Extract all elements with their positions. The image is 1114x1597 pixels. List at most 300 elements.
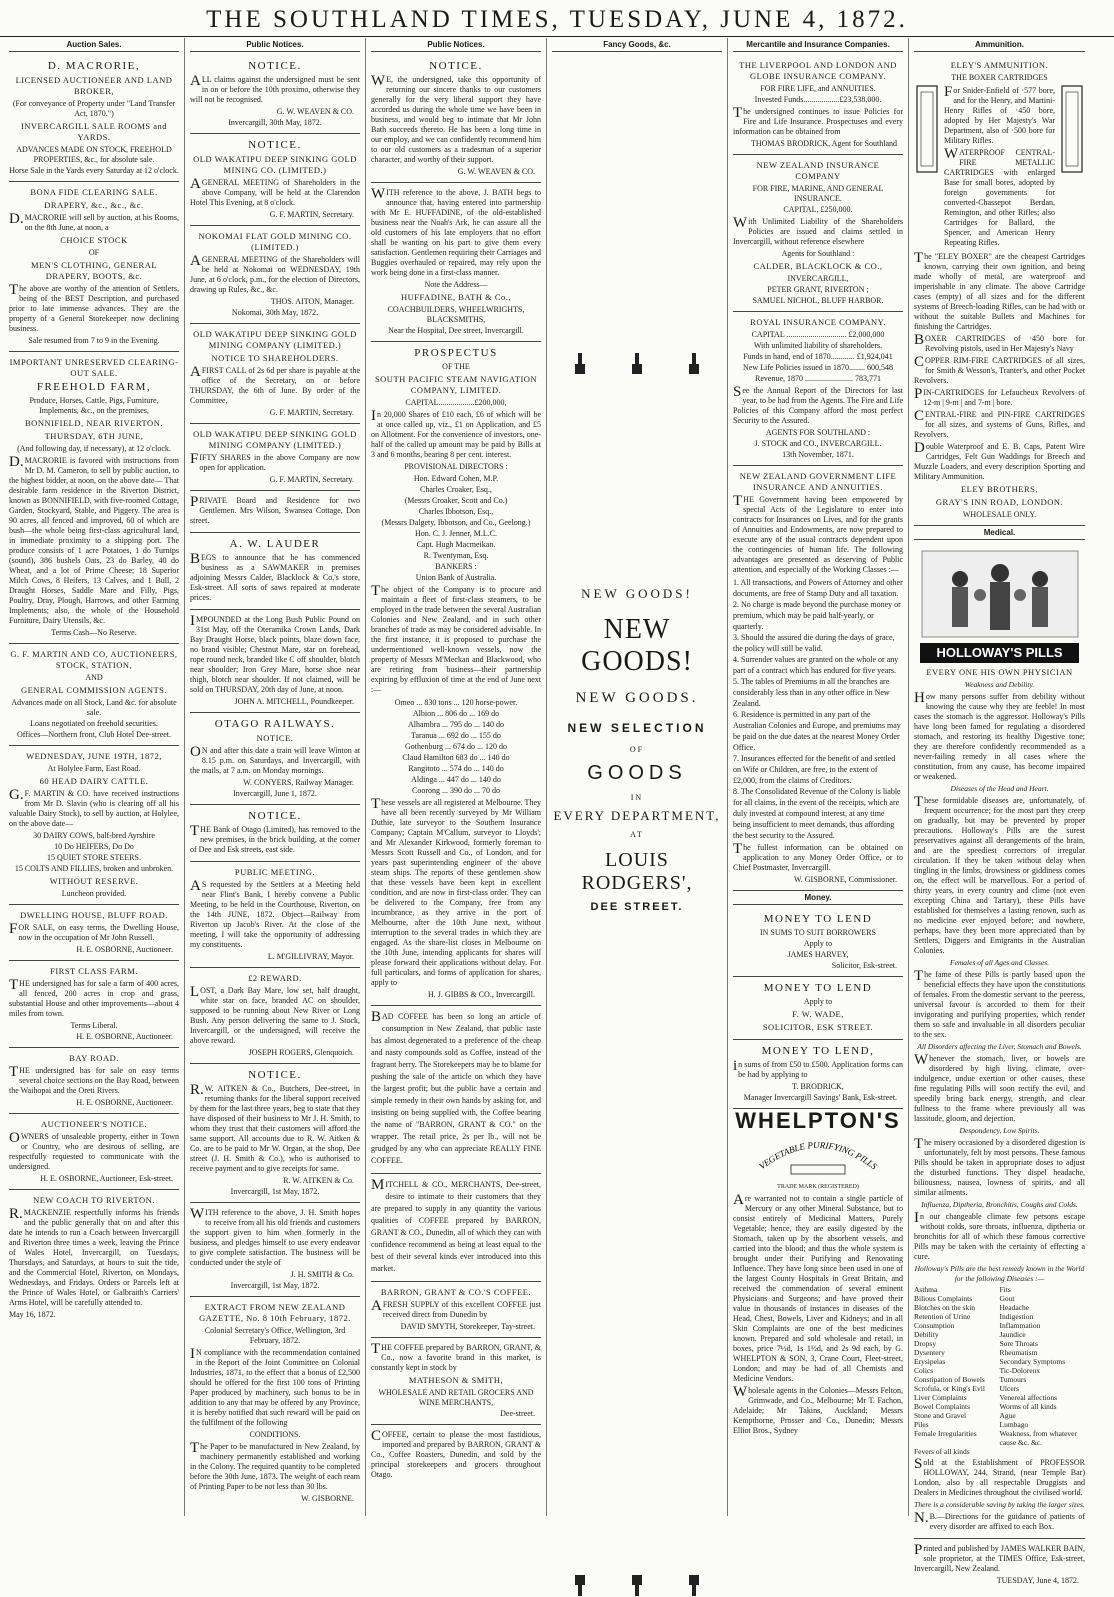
ad-line: 10 Do HEIFERS, Do Do <box>54 842 134 851</box>
ad-signature: H. E. OSBORNE, Auctioneer. <box>76 1032 173 1041</box>
ad-subtitle: FREEHOLD FARM, <box>36 381 152 393</box>
ad-line: Sale resumed from 7 to 9 in the Evening. <box>28 336 160 345</box>
fancy-line-8: EVERY DEPARTMENT, <box>553 808 721 823</box>
ad-body: LOST, a Dark Bay Mare, low set, half draught, white star on face, branded AC on shoulder, supposed to be running about New River or Long Bush. Any person delivering the same to J. Stock, Invercargill, or the undersigned, will receive the above reward. <box>190 984 360 1045</box>
fancy-headline: NEW GOODS! <box>581 614 693 677</box>
ad-line: HUFFADINE, BATH & Co., <box>400 292 512 302</box>
list-item: 8. The Consolidated Revenue of the Colony is liable for all claims, in the event of the receipts, which are duly invested at compound interest, at any time being insufficient to meet demands, thus affording the best security to the Assured. <box>733 787 901 840</box>
ad-date: WEDNESDAY, JUNE 19TH, 1872, <box>26 751 162 761</box>
table-cell: Dysentery <box>914 1348 945 1357</box>
table-row <box>914 1420 1085 1429</box>
table-cell: Lumbago <box>999 1420 1029 1429</box>
ad-title: A. W. LAUDER <box>229 538 321 550</box>
ad-subtitle: IN SUMS TO SUIT BORROWERS <box>759 928 877 937</box>
ad-section: Holloway's Pills are the best remedy known in the World for the following Diseases :— <box>914 1264 1085 1283</box>
ad-line: F. W. WADE, <box>792 1009 844 1019</box>
table-cell: Worms of all kinds <box>999 1402 1057 1411</box>
list-item: Aldinga ... 447 do ... 140 do <box>411 775 501 784</box>
hand-ornaments-top <box>552 352 722 376</box>
cartridge-icon <box>1059 84 1085 174</box>
ad-line: Terms Cash—No Reserve. <box>51 628 137 637</box>
table-row <box>914 1321 1085 1330</box>
list-item: Charles Croaker, Esq., <box>420 485 492 494</box>
table-row <box>914 1429 1085 1447</box>
ad-line: Horse Sale in the Yards every Saturday at 12 o'clock. <box>9 166 179 175</box>
ad-line: Dee-street. <box>500 1409 535 1418</box>
ad-bay-road <box>9 1048 179 1114</box>
ad-line: (And following day, if necessary), at 12 o'clock. <box>17 444 171 453</box>
ad-body: The fame of these Pills is partly based upon the beneficial effects they have upon the constitutions of females. From the domestic servant to the peeress, universal favour is accorded to them for their invigorating and purifying properties, which render them so safe and invaluable in all disorders peculiar to the sex. <box>914 968 1085 1039</box>
ad-body: The misery occasioned by a disordered digestion is unfortunately, felt by most persons. These famous Pills should be taken in appropriate doses to adjust the disturbed functions. They dispel headache, biliousness, nausea, lowness of spirits, and all similar ailments. <box>914 1136 1085 1197</box>
imprint-text: Printed and published by JAMES WALKER BAIN, sole proprietor, at the TIMES Office, Esk-street, Invercargill, New Zealand. <box>914 1542 1085 1573</box>
ad-line: WHOLESALE AND RETAIL GROCERS AND WINE MERCHANTS, <box>378 1388 534 1407</box>
ad-line: COPPER RIM-FIRE CARTRIDGES of all sizes, for Smith & Wesson's, Tranter's, and other Pocket Revolvers. <box>914 354 1085 385</box>
table-cell: Stone and Gravel <box>914 1411 967 1420</box>
ad-body: THE undersigned has for sale a farm of 400 acres, all fenced, 200 acres in crop and grass, substantial House and other improvements—about 4 miles from town. <box>9 977 179 1018</box>
ad-subtitle: SOUTH PACIFIC STEAM NAVIGATION COMPANY, LIMITED. <box>374 374 538 395</box>
ad-auctioneers-notice <box>9 1114 179 1190</box>
ad-subtitle: OLD WAKATIPU DEEP SINKING GOLD MINING CO. (LIMITED.) <box>193 154 357 175</box>
masthead: THE SOUTHLAND TIMES, TUESDAY, JUNE 4, 1872. <box>0 0 1114 37</box>
fancy-merchant: LOUIS RODGERS', <box>581 849 693 894</box>
column-header: Ammunition. <box>914 38 1085 52</box>
ad-unreserved-sale <box>9 352 179 644</box>
ad-clearing-sale <box>9 182 179 352</box>
column-header: Fancy Goods, &c. <box>552 38 722 52</box>
ad-body: Whenever the stomach, liver, or bowels are disordered by high living, climate, over-indulgence, undue exertion or other causes, these fine regulating Pills will soon rectify the evil, and speedily bring back energy, strength, and clear fullness to the frame where previously all was lassitude, gloom, and dejection. <box>914 1052 1085 1123</box>
ad-body: G.F. MARTIN & CO. have received instructions from Mr D. Slavin (who is clearing off all his valuable Dairy Stock), to sell by auction, at Holylee, on the above date— <box>9 787 179 828</box>
ad-body: D.MACRORIE will sell by auction, at his Rooms, on the 8th June, at noon, a <box>9 211 179 232</box>
ad-signature: THOS. AITON, Manager. <box>270 297 354 306</box>
ad-signature: Solicitor, Esk-street. <box>831 961 897 970</box>
holloway-illustration <box>914 549 1085 639</box>
pointing-hand-icon <box>630 1573 644 1597</box>
advantage-list <box>733 577 903 841</box>
ad-line: INVERCARGILL SALE ROOMS and YARDS. <box>20 121 168 142</box>
ad-line: Union Bank of Australia. <box>415 573 497 582</box>
ad-line: SOLICITOR, ESK STREET. <box>762 1022 874 1032</box>
ad-body: WITH reference to the above, J. BATH begs to announce that, having entered into partnership with Mr E. HUFFADINE, of the old-established business near the Noah's Ark, he can assure all the old customers of his late employers that no effort shall be wanting on his part to give them every satisfaction. Gentlemen requiring their Carriages and Buggies overhauled or repaired, may rely upon the work being done in a first-class manner. <box>371 186 541 277</box>
table-cell: Headache <box>999 1303 1030 1312</box>
ad-line: CAPITAL..................£200,000, <box>405 398 507 407</box>
table-cell: Asthma <box>914 1285 938 1294</box>
table-row <box>914 1411 1085 1420</box>
list-item: 7. Insurances effected for the benefit of and settled on Wife or Children, are free, to the extent of £2,000, from the claims of Creditors. <box>733 754 896 785</box>
ad-line: OF THE <box>442 362 470 371</box>
ad-body: WATERPROOF CENTRAL-FIRE METALLIC CARTRIDGES with enlarged Base for small bores, adopted by foreign governments for converted-Chassepot Berdan, Remington, and other Rifles; also Cartridges for Ballard, the Spencer, and American Henry Repeating Rifles. <box>944 146 1055 247</box>
ad-line: SAMUEL NICHOL, BLUFF HARBOR. <box>752 296 884 305</box>
ad-line: Colonial Secretary's Office, Wellington, 3rd February, 1872. <box>204 1326 346 1345</box>
holloway-logo: HOLLOWAY'S PILLS <box>920 643 1079 663</box>
table-cell: Constipation of Bowels <box>914 1375 985 1384</box>
ad-body: IN compliance with the recommendation contained in the Report of the Joint Committee on Colonial Industries, 1871, to the effect that a bonus of £2,500 should be offered for the first 100 tons of Printing Paper produced by machinery, such bonus to be in addition to any that may be offered by any Province, it is hereby notified that such reward will be paid on the fulfilment of the following <box>190 1346 360 1427</box>
column-mercantile <box>728 38 909 1516</box>
ad-title: NOTICE. <box>248 810 302 822</box>
ad-otago-railways <box>190 713 360 805</box>
ad-subtitle: FOR FIRE LIFE, and ANNUITIES. <box>760 84 876 93</box>
ad-body: AGENERAL MEETING of the Shareholders will be held at Nokomai on WEDNESDAY, 19th June, at 6 o'clock, p.m., for the election of Directors, drawing up Rules, &c., &c. <box>190 253 360 294</box>
ad-body: AFIRST CALL of 2s 6d per share is payable at the office of the Secretary, on or before THURSDAY, the 6th of June. By order of the Committee, <box>190 364 360 405</box>
ad-body: FOR SALE, on easy terms, the Dwelling House, now in the occupation of Mr John Russell. <box>9 921 179 942</box>
ad-body: Wholesale agents in the Colonies—Messrs Felton, Grimwade, and Co., Melbourne; Mr T. Fachon, Adelaide; Mr Takins, Auckland; Messrs Kempthorne, Prosser and Co., Dunedin; Messrs Elliot Bros., Sydney <box>733 1384 903 1435</box>
ad-title: EXTRACT FROM NEW ZEALAND GAZETTE, No. 8 10th February, 1872. <box>199 1302 351 1323</box>
ad-section: Diseases of the Head and Heart. <box>950 784 1049 793</box>
ad-body: IMPOUNDED at the Long Bush Public Pound on 31st May, off the Oteramika Crown Lands, Dark Bay Draught Horse, black points, blaze down face, no brand visible; Chestnut Mare, star on forehead, rope round neck, branded like C off shoulder, blotch near shoulder; Iron Grey Mare, horse shoe near thigh, blotch near shoulder. If not claimed, will be sold on THURSDAY, 20th day of June, at noon. <box>190 613 360 694</box>
table-row <box>914 1294 1085 1303</box>
ad-title: IMPORTANT UNRESERVED CLEARING-OUT SALE. <box>9 357 179 378</box>
ad-line: MATHESON & SMITH, <box>408 1375 504 1385</box>
ad-body: ALL claims against the undersigned must be sent in on or before the 10th proximo, otherwise they will not be recognised. <box>190 73 360 104</box>
table-cell: Ulcers <box>999 1384 1020 1393</box>
ad-title: BARRON, GRANT & CO.'S COFFEE. <box>380 1287 532 1297</box>
ad-subtitle: FOR FIRE, MARINE, AND GENERAL INSURANCE. <box>752 184 884 203</box>
ad-section: Influenza, Diptheria, Bronchitis, Coughs and Colds. <box>921 1200 1078 1209</box>
ad-line: WITHOUT RESERVE. <box>49 876 139 886</box>
ad-line: 15 COLTS AND FILLIES, broken and unbroken. <box>14 864 174 873</box>
table-cell: Fits <box>999 1285 1011 1294</box>
ad-money-harvey <box>733 908 903 977</box>
list-item: Capt. Hugh Macmeikan. <box>416 540 496 549</box>
table-cell: Weakness, from whatever cause &c. &c. <box>999 1429 1077 1447</box>
ad-body: D.MACRORIE is favored with instructions from Mr D. M. Cameron, to sell by public auction, to the highest bidder, at noon, on the above date— That desirable farm residence in the Riverton District, known as BONNIFIELD, with five-roomed Cottage, Garden, Stockyard, Stable, and Piggery. The area is 90 acres, all fenced and improved, 60 of which are bush—the whole being first-class agricultural land, in immediate proximity to a shipping port. The produce consists of 1 acre Potatoes, 1 do Turnips (sound), 386 bushels Oats, 23 do Barley, 40 do Wheat, and a lot of Prime Cheese; 18 Superior Milch Cows, 8 Heifers, 13 Calves, and 1 Bull, 2 Draught Horses, Saddle Mare and Filly, Pigs, Poultry, Dray, Plough, Harrows, and other Farming Implements; also, the whole of the Household Furniture, Dairy Utensils, &c. <box>9 454 179 625</box>
ad-line: Apply to <box>803 997 833 1006</box>
hygeia-illustration-icon <box>920 549 1080 639</box>
table-row <box>914 1330 1085 1339</box>
table-row <box>914 1384 1085 1393</box>
table-cell: Fevers of all kinds <box>914 1447 970 1456</box>
table-cell: Indigestion <box>999 1312 1034 1321</box>
column-header: Mercantile and Insurance Companies. <box>733 38 903 52</box>
ad-impounded <box>190 610 360 713</box>
ad-line: COACHBUILDERS, WHEELWRIGHTS, BLACKSMITHS, <box>387 305 525 324</box>
column-auction-sales <box>4 38 185 1516</box>
list-item: 2. No charge is made beyond the purchase money or premium, which may be paid half-yearly, or quarterly. <box>733 600 901 631</box>
table-row <box>914 1402 1085 1411</box>
ad-line: CAPITAL, £250,000. <box>783 205 853 214</box>
ad-signature: W. CONYERS, Railway Manager. <box>243 778 354 787</box>
ad-title: 60 HEAD DAIRY CATTLE. <box>39 776 149 786</box>
ad-body: WE, the undersigned, take this opportunity of returning our sincere thanks to our customers generally for the very liberal support they have accorded us during the whole time we have been in business, and would beg to intimate that Mr John Bath succeeds thereto. He has been a long time in our employ, and we can confidently recommend him to our old customers as a tradesman of a superior character, and worthy of their support. <box>371 73 541 164</box>
ad-dairy-cattle <box>9 746 179 905</box>
ad-body: The above are worthy of the attention of Settlers, being of the BEST Description, and purchased prior to late immense advances. They are the property of a General Storekeeper now declining business. <box>9 282 179 333</box>
ad-body: in sums of from £50 to £500. Application forms can be had by applying to <box>733 1058 903 1079</box>
ad-title: NEW ZEALAND INSURANCE COMPANY <box>756 160 880 181</box>
fancy-line-3: NEW GOODS. <box>575 690 699 706</box>
imprint-date: TUESDAY, June 4, 1872. <box>996 1576 1079 1585</box>
ad-signature: G. F. MARTIN, Secretary. <box>269 210 354 219</box>
ad-coffee-fastidious <box>371 1425 541 1486</box>
ad-line: Invested Funds..................£23,538,000. <box>754 95 882 104</box>
ad-signature: ELEY BROTHERS, <box>960 484 1039 494</box>
table-row <box>914 1447 1085 1456</box>
ad-title: NEW ZEALAND GOVERNMENT LIFE INSURANCE AND ANNUITIES. <box>739 471 897 492</box>
ad-body: MITCHELL & CO., MERCHANTS, Dee-street, desire to intimate to their customers that they are prepared to supply in any quantity the various qualities of COFFEE prepared by BARRON, GRANT & CO., Dunedin, all of which they can with confidence recommend as being at least equal to the best of their several kinds ever introduced into this market. <box>371 1177 541 1273</box>
ad-signature: G. F. MARTIN, Secretary. <box>269 475 354 484</box>
columns <box>4 38 1110 1585</box>
ad-bad-coffee <box>371 1006 541 1174</box>
fancy-line-7: IN <box>630 793 644 802</box>
fancy-address: DEE STREET. <box>590 901 684 913</box>
ad-section: Despondency, Low Spirits. <box>959 1126 1040 1135</box>
ad-title: MONEY TO LEND, <box>761 1045 875 1057</box>
fancy-line-4: NEW SELECTION <box>567 721 707 735</box>
ad-line: Near the Hospital, Dee street, Invercargill. <box>388 326 524 335</box>
table-cell: Consumption <box>914 1321 955 1330</box>
ad-line: WHOLESALE ONLY. <box>962 510 1037 519</box>
section-header-medical: Medical. <box>914 526 1085 540</box>
ad-body: BEGS to announce that he has commenced business as a SAWMAKER in premises adjoining Messrs Calder, Blacklock & Co.'s store, Esk-street. All sorts of saws repaired at moderate prices. <box>190 551 360 602</box>
ad-body: N.B.—Directions for the guidance of patients of every disorder are affixed to each Box. <box>914 1510 1085 1531</box>
ad-title: ELEY'S AMMUNITION. <box>950 60 1049 70</box>
ad-body: ON and after this date a train will leave Winton at 8.15 p.m. on Saturdays, and Invercargill, with the mails, at 7 a.m. on Monday mornings. <box>190 744 360 775</box>
ad-date: Invercargill, June 1, 1872. <box>233 789 317 798</box>
ad-line: BOXER CARTRIDGES of ·450 bore for Revolving pistols, used in Her Majesty's Navy <box>914 332 1085 353</box>
table-cell: Blotches on the skin <box>914 1303 976 1312</box>
ad-section: Females of all Ages and Classes. <box>949 958 1050 967</box>
ad-signature: G. F. MARTIN, Secretary. <box>269 408 354 417</box>
ad-money-wade <box>733 977 903 1040</box>
table-cell: Gout <box>999 1294 1015 1303</box>
ad-signature: L. M'GILLIVRAY, Mayor. <box>267 952 354 961</box>
ad-line: Loans negotiated on freehold securities. <box>30 719 158 728</box>
ad-line: Note the Address— <box>424 280 488 289</box>
ship-list <box>371 697 541 796</box>
pointing-hand-icon <box>630 352 644 376</box>
ad-body: Sold at the Establishment of PROFESSOR HOLLOWAY, 244, Strand, (near Temple Bar) London, also by all respectable Druggists and Dealers in Medicines throughout the civilised world. <box>914 1456 1085 1497</box>
ad-prospectus <box>371 342 541 1006</box>
ad-line: PIN-CARTRIDGES for Lefaucheux Revolvers of 12-m | 9-m | and 7-m | bore. <box>914 386 1085 407</box>
ad-title: OTAGO RAILWAYS. <box>214 718 336 730</box>
whelpton-emblem-icon <box>743 1129 893 1179</box>
ad-body: The "ELEY BOXER" are the cheapest Cartridges known, carrying their own ignition, and being made wholly of metal, are waterproof and imperishable in any climate. The above Cartridge cases (empty) of all sizes and for the different systems of Breech-loading Rifles, can be had with or without the suitable Bullets and Machines for finishing the Cartridges. <box>914 250 1085 331</box>
whelpton-brand: WHELPTON'S <box>735 1108 901 1133</box>
ad-signature: G. W. WEAVEN & CO. <box>276 107 354 116</box>
table-cell: Debility <box>914 1330 939 1339</box>
ad-first-class-farm <box>9 961 179 1048</box>
ad-body: With Unlimited Liability of the Shareholders Policies are issued and claims settled in Invercargill, without reference elsewhere <box>733 215 903 246</box>
ad-weaven-notice <box>190 55 360 134</box>
ad-nz-insurance <box>733 155 903 312</box>
ad-line: Produce, Horses, Cattle, Pigs, Furniture, Implements, &c., on the premises, <box>29 396 159 415</box>
ad-line: Apply to <box>803 939 833 948</box>
ad-wakatipu-meeting <box>190 134 360 226</box>
ad-signature: W. GISBORNE. <box>301 1494 354 1503</box>
ad-signature: W. GISBORNE, Commissioner. <box>793 875 897 884</box>
ad-title: NOTICE. <box>429 60 483 72</box>
ad-reward <box>190 968 360 1064</box>
ad-body: BAD COFFEE has been so long an article of consumption in New Zealand, that public taste has almost degenerated to a preference of the cheap and nasty compounds sold as Coffee, instead of the fragrant berry. The Storekeepers may be to blame for pushing the sale of the article on which they have the largest profit; but the public have a certain and simple remedy in their own hands by asking for, and insisting on being supplied with, the Coffee bearing the name of "BARRON, GRANT & CO." on the wrapper. The retail price, 2s per lb., will not be grudged by any who can appreciate REALLY FINE COFFEE. <box>371 1009 541 1165</box>
list-item: Rangitoto ... 574 do ... 140 do <box>408 764 504 773</box>
ad-body: The undersigned continues to issue Policies for Fire and Life Insurance. Prospectuses and every information can be obtained from <box>733 105 903 136</box>
ad-title: NOTICE. <box>248 1069 302 1081</box>
ad-signature: J. H. SMITH & Co. <box>290 1270 354 1279</box>
ad-subtitle: THE BOXER CARTRIDGES <box>951 73 1048 82</box>
list-item: Hon. C. J. Jenner, M.L.C. <box>414 529 498 538</box>
table-cell: Bowel Complaints <box>914 1402 971 1411</box>
ad-eley-ammunition <box>914 55 1085 526</box>
list-item: R. Twentyman, Esq. <box>423 551 489 560</box>
ad-body: In 20,000 Shares of £10 each, £6 of which will be at once called up, viz., £1 on Application, and £5 on Allotment. For the convenience of investors, one-half of the called up amount may be paid by Bills at 3 and 6 months, bearing 8 per cent. interest. <box>371 408 541 459</box>
list-item: 3. Should the assured die during the days of grace, the policy will still be valid. <box>733 633 895 653</box>
ad-signature: R. W. AITKEN & Co. <box>283 1176 354 1185</box>
ad-body: See the Annual Report of the Directors for last year, to be had from the Agents. The Fire and Life Policies of this Company afford the most perfect Security to the Assured. <box>733 384 903 425</box>
ad-line: Terms Liberal. <box>70 1021 118 1030</box>
section-header-money: Money. <box>733 891 903 905</box>
ad-subtitle: OLD WAKATIPU DEEP SINKING GOLD MINING COMPANY (LIMITED.) <box>193 429 357 450</box>
table-cell: Erysipelas <box>914 1357 946 1366</box>
ad-body: OWNERS of unsaleable property, either in Town or Country, who are desirous of selling, are respectfully requested to communicate with the undersigned. <box>9 1130 179 1171</box>
hand-ornaments-bottom <box>552 1573 722 1597</box>
whelpton-trademark: TRADE MARK (REGISTERED) <box>777 1184 859 1190</box>
ad-body: R.MACKENZIE respectfully informs his friends and the public generally that on and after this date he intends to run a Coach between Invercargill and Riverton three times a week, leaving the Prince of Wales Hotel, Invercargill, on Tuesdays, Thursdays, and Saturdays, at hours to suit the tide, and the Commercial Hotel, Riverton, on Mondays, Wednesdays, and Fridays. Orders or Parcels left at the Prince of Wales Hotel, or Galbraith's Carriers' Arms Hotel, will be carefully attended to. <box>9 1206 179 1307</box>
ad-line: There is a considerable saving by taking the larger sizes. <box>914 1500 1085 1509</box>
director-list <box>371 473 541 561</box>
table-cell: Tumours <box>999 1375 1027 1384</box>
ad-title: PUBLIC MEETING. <box>234 867 316 877</box>
ad-line: Advances made on all Stock, Land &c. for absolute sale. <box>11 698 177 717</box>
ad-gf-martin <box>9 644 179 746</box>
ad-signature: DAVID SMYTH, Storekeeper, Tay-street. <box>400 1322 535 1331</box>
ad-body: Are warranted not to contain a single particle of Mercury or any other Mineral Substance, but to consist entirely of Medicinal Matters, Purely Vegetable; hence, they are easily digested by the Stomach, taken up by the absorbent vessels, and carried into the blood; and thus the whole system is brought under their Purifying and Renovating Influence. They have long since been used in one of the largest County Hospitals in Great Britain, and received the commendation of several eminent Physicians and Surgeons; and have proved their value in thousands of instances in diseases of the Head, Chest, Bowels, Liver and Kidneys; and in all Skin Complaints are one of the best medicines known. Prepared and sold wholesale and retail, in boxes, price 7½d, 1s 1½d, and 2s 9d each, by G. WHELPTON & SON, 3, Crane Court, Fleet-street, London; and may be had of all Chemists and Medicine Vendors. <box>733 1192 903 1383</box>
eley-cartridge-block <box>914 84 1085 250</box>
ad-section: All Disorders affecting the Liver, Stomach and Bowels. <box>917 1042 1082 1051</box>
column-header: Public Notices. <box>371 38 541 52</box>
ad-date: Invercargill, 1st May, 1872. <box>230 1187 320 1196</box>
pointing-hand-icon <box>573 352 587 376</box>
imprint <box>914 1539 1085 1591</box>
ad-title: NOTICE TO SHAREHOLDERS. <box>211 353 339 363</box>
ad-line: BANKERS : <box>435 562 477 571</box>
ad-wakatipu-shares <box>190 424 360 491</box>
list-item: Omeo ... 830 tons ... 120 horse-power. <box>394 698 518 707</box>
column-ammunition <box>909 38 1090 1585</box>
ad-liverpool-insurance <box>733 55 903 155</box>
ad-line: CAPITAL .............................. £2,000,000 <box>751 330 885 339</box>
ad-line: GRAY'S INN ROAD, LONDON. <box>935 497 1064 507</box>
list-item: (Messrs Croaker, Scott and Co.) <box>404 496 508 505</box>
ad-money-brodrick <box>733 1040 903 1109</box>
disease-table <box>914 1285 1085 1456</box>
ad-body: These formidable diseases are, unfortunately, of frequent occurrence; for the most part they creep on gradually, but may be prevented by proper precautions. Holloway's Pills are the surest preservatives against all derangements of the brain, and are the speediest correctors of irregular circulation. If they be taken without delay when tingling in the limbs, drowsiness or giddiness comes on, the effect will be marvellous. For a period of thirty years, in every country and clime (not even excepting China and Tartary), these Pills have established for themselves a lasting renown, such as no medicine ever enjoyed before; and nowhere, perhaps, have they been more appreciated than by Settlers, Diggers and Emigrants in the Australian Colonies. <box>914 794 1085 955</box>
ad-title: THE LIVERPOOL AND LONDON AND GLOBE INSURANCE COMPANY. <box>739 60 897 81</box>
ad-barron-coffee <box>371 1282 541 1338</box>
fancy-line-1: NEW GOODS! <box>581 586 693 601</box>
table-cell: Tic-Doloreux <box>999 1366 1041 1375</box>
ad-signature: H. J. GIBBS & CO., Invercargill. <box>428 990 535 999</box>
table-cell: Ague <box>999 1411 1016 1420</box>
ad-line: AND <box>85 673 103 682</box>
ad-title: G. F. MARTIN AND CO, AUCTIONEERS, STOCK, STATION, <box>10 649 178 670</box>
ad-body: AGENERAL MEETING of Shareholders in the above Company, will be held at the Clarendon Hotel This Evening, at 8 o'clock. <box>190 176 360 207</box>
ad-signature: JOSEPH ROGERS, Glenquoich. <box>248 1048 354 1057</box>
table-row <box>914 1375 1085 1384</box>
ad-mitchell <box>371 1174 541 1282</box>
ad-body: These vessels are all registered at Melbourne. They have all been recently surveyed by Mr William Duthie, late surveyor to the Southern Insurance Company; Captain M'Callum, surveyor to Lloyds'; and Mr Alexander Kirkwood, formerly foreman to Messrs Scott Russell and Co., of London, and for years past superintending engineer of the above steam ships. The reports of these gentlemen show that these vessels have been kept in excellent condition, and are now in first-class order. They can be delivered to the Company, free from any incumbrance, as they arrive in the port of Melbourne, after the 10th June next, without interruption to the several trades in which they are engaged. As the share-list closes in Melbourne on the 10th June, intending applicants for shares will please forward their applications without delay. For full particulars, and forms of application for shares, apply to <box>371 796 541 987</box>
ad-line: 30 DAIRY COWS, half-bred Ayrshire <box>33 831 155 840</box>
ad-line: CONDITIONS. <box>249 1430 301 1439</box>
ad-subtitle: NOTICE. <box>256 733 294 743</box>
ad-body: In our changeable climate few persons escape without colds, sore throats, influenza, diptheria or bronchitis for all of which these famous corrective Pills may be taken with the certainty of effecting a cure. <box>914 1210 1085 1261</box>
list-item: Hon. Edward Cohen, M.P. <box>413 474 499 483</box>
ad-body: THE Bank of Otago (Limited), has removed to the new premises, in the brick building, at the corner of Dee and Esk streets, east side. <box>190 823 360 854</box>
ad-signature: H. E. OSBORNE, Auctioneer. <box>76 945 173 954</box>
ad-line: CENTRAL-FIRE and PIN-FIRE CARTRIDGES for all sizes, and systems of Guns, Rifles, and Revolvers. <box>914 408 1085 439</box>
list-item: Coorong ... 390 do ... 70 do <box>412 786 500 795</box>
table-cell: Sore Throats <box>999 1339 1038 1348</box>
whelpton-emblem <box>733 1129 903 1179</box>
ad-subtitle: LICENSED AUCTIONEER AND LAND BROKER, <box>15 75 173 96</box>
list-item: 4. Surrender values are granted on the whole or any part of a contract which has endured for five years. <box>733 655 899 675</box>
ad-title: FIRST CLASS FARM. <box>50 966 138 976</box>
ad-line: JAMES HARVEY, <box>787 950 849 959</box>
fancy-line-5: OF <box>629 745 645 754</box>
ad-line: PROVISIONAL DIRECTORS : <box>404 462 508 471</box>
ad-holloways-pills <box>914 543 1085 1539</box>
column-header: Auction Sales. <box>9 38 179 52</box>
ad-body: For Snider-Enfield of ·577 bore, and for the Henry, and Martini-Henry Rifles of ·450 bore, adopted by Her Majesty's War Department, also of ·500 bore for Military Rifles. <box>944 84 1055 145</box>
ad-matheson <box>371 1338 541 1425</box>
ad-body: COFFEE, certain to please the most fastidious, imported and prepared by BARRON, GRANT & Co., Coffee Roasters, Dunedin, and sold by the principal storekeepers and grocers throughout Otago. <box>371 1428 541 1479</box>
ad-line: T. BRODRICK, <box>792 1082 844 1091</box>
ad-title: AUCTIONEER'S NOTICE. <box>41 1119 147 1129</box>
ad-body: THE COFFEE prepared by BARRON, GRANT, & Co., now a favorite brand in this market, is constantly kept in stock by <box>371 1341 541 1372</box>
table-row <box>914 1393 1085 1402</box>
ad-title: NOTICE. <box>248 60 302 72</box>
ad-body: The object of the Company is to procure and maintain a fleet of first-class steamers, to be employed in the trade between the several Australian Colonies and New Zealand, and in such other branches of trade as may be considered advisable. In the first instance, it is proposed to purchase the undermentioned well-known vessels, now the property of Messrs M'Meckan and Blackwood, who are retiring from business—their partnership expiring by effluxion of time at the end of June next :— <box>371 583 541 694</box>
ad-signature: J. STOCK and CO., INVERCARGILL. <box>754 439 882 448</box>
ad-signature: G. W. WEAVEN & CO. <box>457 167 535 176</box>
ad-date: Invercargill, 1st May, 1872. <box>230 1281 320 1290</box>
pointing-hand-icon <box>573 1573 587 1597</box>
table-cell: Retention of Urine <box>914 1312 971 1321</box>
ad-line: THURSDAY, 6TH JUNE, <box>44 431 144 441</box>
table-cell: Scrofula, or King's Evil <box>914 1384 985 1393</box>
ad-line: Revenue, 1870 ........................ 783,771 <box>755 374 881 383</box>
ad-line: CHOICE STOCK <box>60 235 128 245</box>
ad-bank-otago <box>190 805 360 862</box>
ad-line: At Holylee Farm, East Road. <box>47 764 141 773</box>
ad-new-coach <box>9 1190 179 1325</box>
ad-date: Nokomai, 30th May, 1872. <box>231 308 319 317</box>
list-item: Alhambra ... 795 do ... 140 do <box>408 720 504 729</box>
svg-text:VEGETABLE PURIFYING PILLS <box>757 1140 879 1172</box>
table-cell: Liver Complaints <box>914 1393 967 1402</box>
table-cell: Venereal affections <box>999 1393 1058 1402</box>
ad-subtitle: OLD WAKATIPU DEEP SINKING GOLD MINING COMPANY (LIMITED.) <box>193 329 357 350</box>
ad-line: ADVANCES MADE ON STOCK, FREEHOLD PROPERTIES, &c., for absolute sale. <box>16 145 172 164</box>
table-row <box>914 1339 1085 1348</box>
column-fancy-goods <box>547 38 728 1516</box>
table-cell: Piles <box>914 1420 929 1429</box>
list-item: Claud Hamilton 683 do ... 140 do <box>402 753 510 762</box>
table-cell: Inflammation <box>999 1321 1041 1330</box>
ad-smith <box>190 1203 360 1297</box>
ad-macrorie <box>9 55 179 182</box>
ad-signature: JOHN A. MITCHELL, Poundkeeper. <box>234 697 354 706</box>
ad-nokomai <box>190 226 360 324</box>
ad-title: EVERY ONE HIS OWN PHYSICIAN <box>926 667 1073 677</box>
table-cell: Dropsy <box>914 1339 937 1348</box>
table-row <box>914 1312 1085 1321</box>
ad-weaven-thanks <box>371 55 541 183</box>
cartridge-icon <box>914 84 940 174</box>
pointing-hand-icon <box>687 1573 701 1597</box>
eley-details <box>944 84 1055 250</box>
fancy-line-6: GOODS <box>587 762 687 784</box>
ad-royal-insurance <box>733 312 903 466</box>
whelpton-arc-text: VEGETABLE PURIFYING PILLS <box>757 1139 879 1172</box>
ad-line: PETER GRANT, RIVERTON ; <box>767 285 869 294</box>
